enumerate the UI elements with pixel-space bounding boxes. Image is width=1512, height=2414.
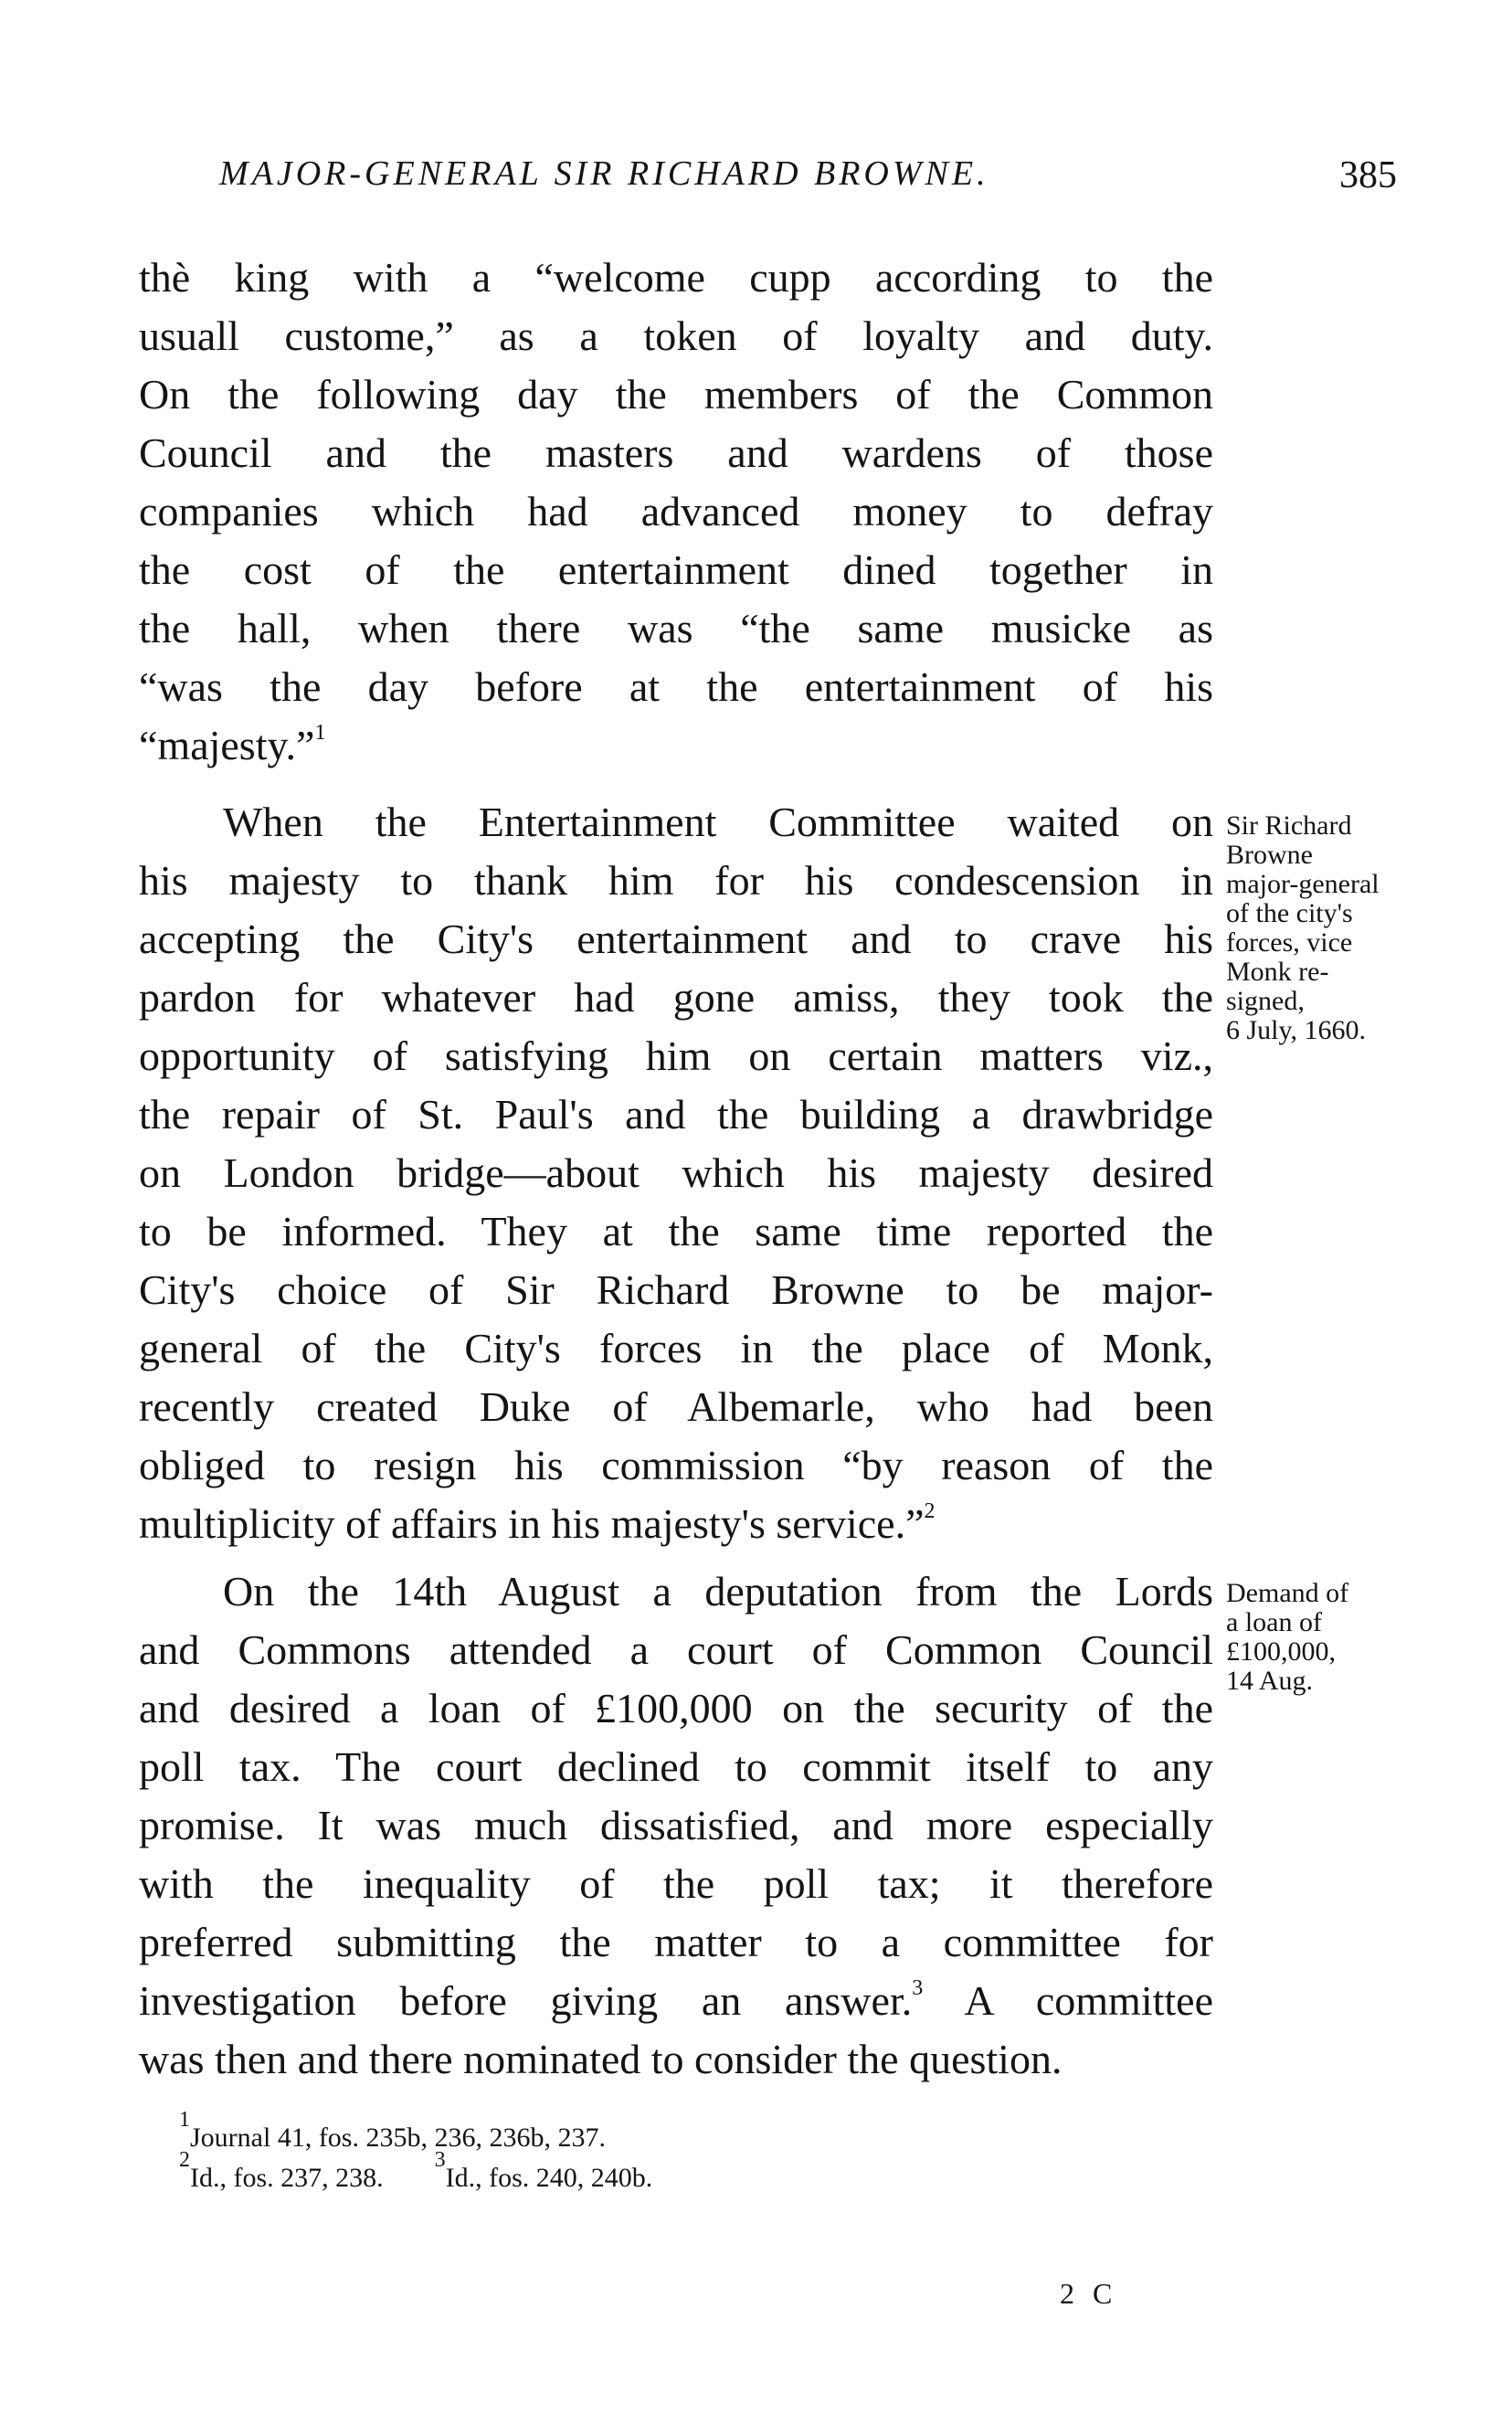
footnote-text: Journal 41, fos. 235b, 236, 236b, 237. [190, 2123, 606, 2153]
sidenote-line: Browne [1226, 840, 1313, 870]
text-line [139, 716, 1213, 775]
sidenote-line: a loan of [1226, 1607, 1322, 1637]
footnotes [179, 2108, 653, 2198]
text-line: promise. It was much dissatisfied, and more especially [139, 1802, 1213, 1848]
running-head: MAJOR-GENERAL SIR RICHARD BROWNE. [219, 154, 989, 193]
footnote-mark: 2 [179, 2148, 190, 2172]
text-line: usuall custome,” as a token of loyalty and duty. [139, 312, 1213, 359]
text-line: thè king with a “welcome cupp according to the [139, 254, 1213, 301]
page-number: 385 [1339, 154, 1397, 196]
text-fragment: A committee [964, 1977, 1213, 2024]
footnote-ref: 3 [912, 1976, 924, 2000]
sidenote-line: Monk re- [1226, 957, 1329, 987]
text-line: recently created Duke of Albemarle, who had been [139, 1383, 1213, 1430]
sidenote-line: of the city's [1226, 898, 1353, 928]
footnote-text: Id., fos. 237, 238. [190, 2163, 384, 2193]
text-line: companies which had advanced money to defray [139, 488, 1213, 535]
text-line [139, 1972, 1213, 2030]
text-line: on London bridge—about which his majesty desired [139, 1149, 1213, 1196]
sidenote-line: major-general [1226, 869, 1380, 899]
text-line: the hall, when there was “the same musicke as [139, 605, 1213, 651]
text-line: and Commons attended a court of Common Council [139, 1626, 1213, 1673]
sidenote-browne [1226, 811, 1454, 1045]
text-line: On the 14th August a deputation from the Lords [223, 1568, 1213, 1615]
sidenote-line: signed, [1226, 986, 1305, 1016]
text-line: obliged to resign his commission “by reason of the [139, 1442, 1213, 1488]
text-line: general of the City's forces in the place of Monk, [139, 1325, 1213, 1371]
text-line: the repair of St. Paul's and the building a drawbridge [139, 1091, 1213, 1138]
footnote-mark: 1 [179, 2108, 190, 2132]
text-line: with the inequality of the poll tax; it therefore [139, 1860, 1213, 1907]
paragraph-2 [139, 793, 1213, 1553]
text-line: When the Entertainment Committee waited on [223, 799, 1213, 845]
sidenote-line: 14 Aug. [1226, 1666, 1314, 1696]
text-line: his majesty to thank him for his condescension in [139, 857, 1213, 904]
text-line: City's choice of Sir Richard Browne to be major- [139, 1266, 1213, 1313]
sidenote-line: Sir Richard [1226, 810, 1352, 841]
sidenote-line: £100,000, [1226, 1636, 1336, 1667]
text-fragment: “majesty.” [139, 722, 315, 768]
sidenote-line: forces, vice [1226, 927, 1353, 958]
text-line: preferred submitting the matter to a committee for [139, 1919, 1213, 1965]
text-line: the cost of the entertainment dined together in [139, 546, 1213, 593]
text-line: to be informed. They at the same time reported the [139, 1208, 1213, 1255]
footnote-2-3 [179, 2148, 653, 2198]
footnote-text: Id., fos. 240, 240b. [445, 2163, 653, 2193]
text-line: pardon for whatever had gone amiss, they took the [139, 974, 1213, 1021]
sidenote-loan [1226, 1579, 1454, 1696]
text-line: “was the day before at the entertainment of his [139, 663, 1213, 710]
text-line: opportunity of satisfying him on certain matters viz., [139, 1032, 1213, 1079]
text-line: and desired a loan of £100,000 on the security of the [139, 1685, 1213, 1731]
footnote-mark: 3 [434, 2148, 446, 2172]
text-line: accepting the City's entertainment and to crave his [139, 916, 1213, 962]
sidenote-line: 6 July, 1660. [1226, 1015, 1367, 1045]
text-fragment: investigation before giving an answer. [139, 1977, 913, 2024]
text-line: Council and the masters and wardens of those [139, 429, 1213, 476]
footnote-ref: 1 [314, 721, 326, 745]
footnote-1 [179, 2108, 652, 2158]
footnote-ref: 2 [924, 1499, 936, 1523]
paragraph-1 [139, 249, 1213, 775]
text-line [139, 1495, 1213, 1553]
text-line: poll tax. The court declined to commit itself to any [139, 1743, 1213, 1790]
text-line: On the following day the members of the Common [139, 371, 1213, 418]
text-line: was then and there nominated to consider the question. [139, 2036, 1063, 2082]
signature-mark: 2 C [1060, 2277, 1118, 2310]
sidenote-line: Demand of [1226, 1578, 1349, 1608]
paragraph-3 [139, 1562, 1213, 2089]
text-fragment: multiplicity of affairs in his majesty's service.” [139, 1500, 925, 1547]
